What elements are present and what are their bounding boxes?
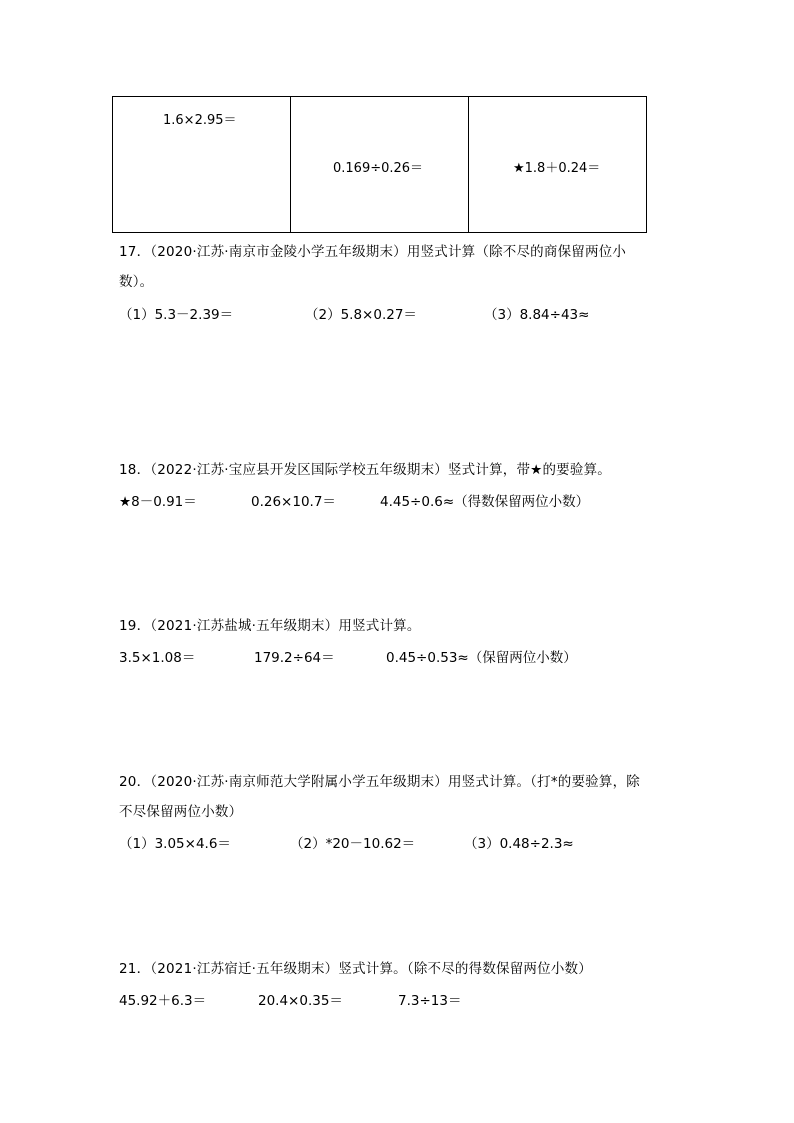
question-18-title: 18．（2022·江苏·宝应县开发区国际学校五年级期末）竖式计算，带★的要验算。 <box>119 462 611 478</box>
question-21-item-2: 20.4×0.35＝ <box>258 993 343 1009</box>
cell-expression: 0.169÷0.26＝ <box>333 161 424 176</box>
question-20-title: 20．（2020·江苏·南京师范大学附属小学五年级期末）用竖式计算。（打*的要验算，除 <box>119 774 640 790</box>
question-19-item-3: 0.45÷0.53≈（保留两位小数） <box>386 650 577 666</box>
question-20-item-2: （2）*20－10.62＝ <box>290 836 416 852</box>
question-21-item-3: 7.3÷13＝ <box>398 993 462 1009</box>
question-20-item-1: （1）3.05×4.6＝ <box>119 836 231 852</box>
question-17-item-3: （3）8.84÷43≈ <box>484 307 590 323</box>
table-cell <box>469 97 647 233</box>
question-17-item-1: （1）5.3－2.39＝ <box>119 307 234 323</box>
calculation-table <box>112 96 647 233</box>
cell-expression: ★1.8＋0.24＝ <box>513 161 601 176</box>
question-20-item-3: （3）0.48÷2.3≈ <box>464 836 574 852</box>
question-18-item-1: ★8－0.91＝ <box>119 494 197 510</box>
question-20-title-cont: 不尽保留两位小数） <box>119 804 243 820</box>
question-17-item-2: （2）5.8×0.27＝ <box>305 307 417 323</box>
question-17-title-cont: 数）。 <box>119 274 154 290</box>
question-21-title: 21．（2021·江苏宿迁·五年级期末）竖式计算。（除不尽的得数保留两位小数） <box>119 961 592 977</box>
question-18-item-3: 4.45÷0.6≈（得数保留两位小数） <box>380 494 590 510</box>
table-cell <box>113 97 291 233</box>
question-19-title: 19．（2021·江苏盐城·五年级期末）用竖式计算。 <box>119 618 421 634</box>
question-21-item-1: 45.92＋6.3＝ <box>119 993 207 1009</box>
question-19-item-2: 179.2÷64＝ <box>254 650 335 666</box>
question-18-item-2: 0.26×10.7＝ <box>251 494 336 510</box>
cell-expression: 1.6×2.95＝ <box>163 113 237 128</box>
question-19-item-1: 3.5×1.08＝ <box>119 650 196 666</box>
table-cell <box>291 97 469 233</box>
question-17-title: 17．（2020·江苏·南京市金陵小学五年级期末）用竖式计算（除不尽的商保留两位小 <box>119 244 627 260</box>
